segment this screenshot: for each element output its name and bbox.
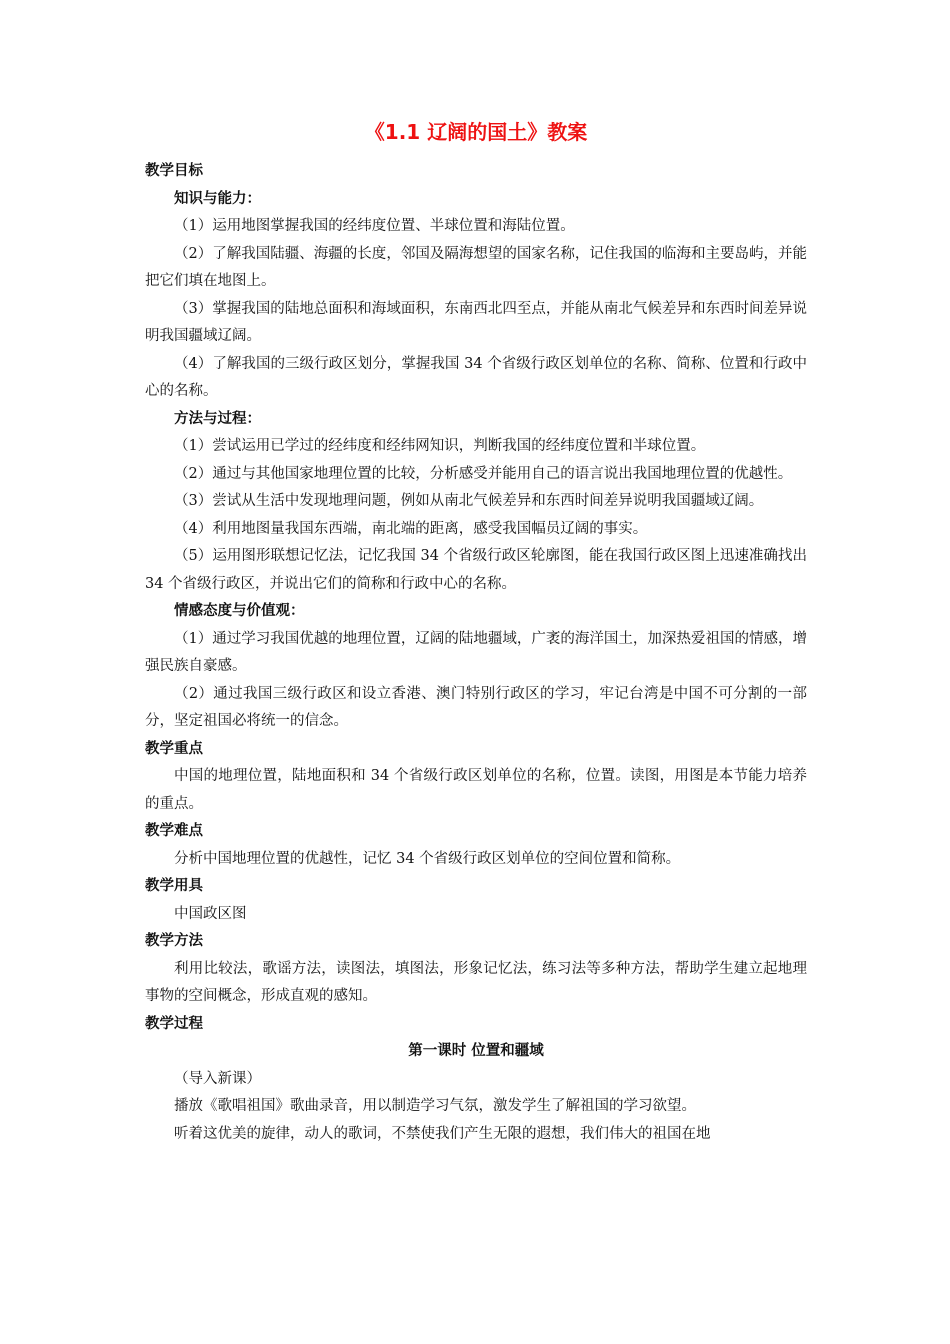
process-paragraph-3: 听着这优美的旋律，动人的歌词，不禁使我们产生无限的遐想，我们伟大的祖国在地: [174, 1125, 711, 1142]
heading-emotion: 情感态度与价值观：: [174, 603, 305, 619]
lesson-title: 第一课时 位置和疆域: [408, 1043, 544, 1059]
heading-methods: 教学方法: [145, 933, 203, 949]
methods-text: 利用比较法，歌谣方法，读图法，填图法，形象记忆法，练习法等多种方法，帮助学生建立起地理事物的空间概念，形成直观的感知。: [145, 960, 807, 1004]
difficulties-text: 分析中国地理位置的优越性，记忆 34 个省级行政区划单位的空间位置和简称。: [174, 850, 681, 867]
key-points-text: 中国的地理位置，陆地面积和 34 个省级行政区划单位的名称，位置。读图，用图是本节能力培养的重点。: [145, 768, 807, 812]
page-title: 《1.1 辽阔的国土》教案: [364, 120, 588, 144]
heading-difficulties: 教学难点: [145, 823, 203, 839]
method-item-1: （1）尝试运用已学过的经纬度和经纬网知识，判断我国的经纬度位置和半球位置。: [174, 438, 706, 454]
knowledge-item-4: （4）了解我国的三级行政区划分，掌握我国 34 个省级行政区划单位的名称、简称、位置和行政中心的名称。: [145, 355, 807, 399]
document-page: [145, 118, 807, 1148]
heading-method: 方法与过程：: [174, 410, 261, 427]
method-item-5: （5）运用图形联想记忆法，记忆我国 34 个省级行政区轮廓图，能在我国行政区图上迅速准确找出 34 个省级行政区，并说出它们的简称和行政中心的名称。: [145, 548, 807, 592]
method-item-2: （2）通过与其他国家地理位置的比较，分析感受并能用自己的语言说出我国地理位置的优越性。: [174, 465, 793, 482]
method-item-4: （4）利用地图量我国东西端，南北端的距离，感受我国幅员辽阔的事实。: [174, 520, 648, 537]
heading-objectives: 教学目标: [145, 163, 203, 179]
heading-process: 教学过程: [145, 1015, 203, 1032]
emotion-item-1: （1）通过学习我国优越的地理位置，辽阔的陆地疆域，广袤的海洋国土，加深热爱祖国的情感，增强民族自豪感。: [145, 630, 807, 674]
heading-knowledge: 知识与能力：: [174, 190, 261, 207]
tools-text: 中国政区图: [174, 905, 247, 922]
process-paragraph-1: （导入新课）: [174, 1070, 261, 1087]
emotion-item-2: （2）通过我国三级行政区和设立香港、澳门特别行政区的学习，牢记台湾是中国不可分割的一部分，坚定祖国必将统一的信念。: [145, 685, 807, 729]
knowledge-item-1: （1）运用地图掌握我国的经纬度位置、半球位置和海陆位置。: [174, 218, 575, 234]
knowledge-item-3: （3）掌握我国的陆地总面积和海域面积，东南西北四至点，并能从南北气候差异和东西时间差异说明我国疆域辽阔。: [145, 300, 807, 344]
heading-tools: 教学用具: [145, 878, 203, 894]
process-paragraph-2: 播放《歌唱祖国》歌曲录音，用以制造学习气氛，激发学生了解祖国的学习欲望。: [174, 1098, 696, 1114]
heading-key-points: 教学重点: [145, 740, 203, 757]
knowledge-item-2: （2）了解我国陆疆、海疆的长度，邻国及隔海想望的国家名称，记住我国的临海和主要岛屿，并能把它们填在地图上。: [145, 245, 807, 289]
method-item-3: （3）尝试从生活中发现地理问题，例如从南北气候差异和东西时间差异说明我国疆域辽阔。: [174, 493, 764, 509]
